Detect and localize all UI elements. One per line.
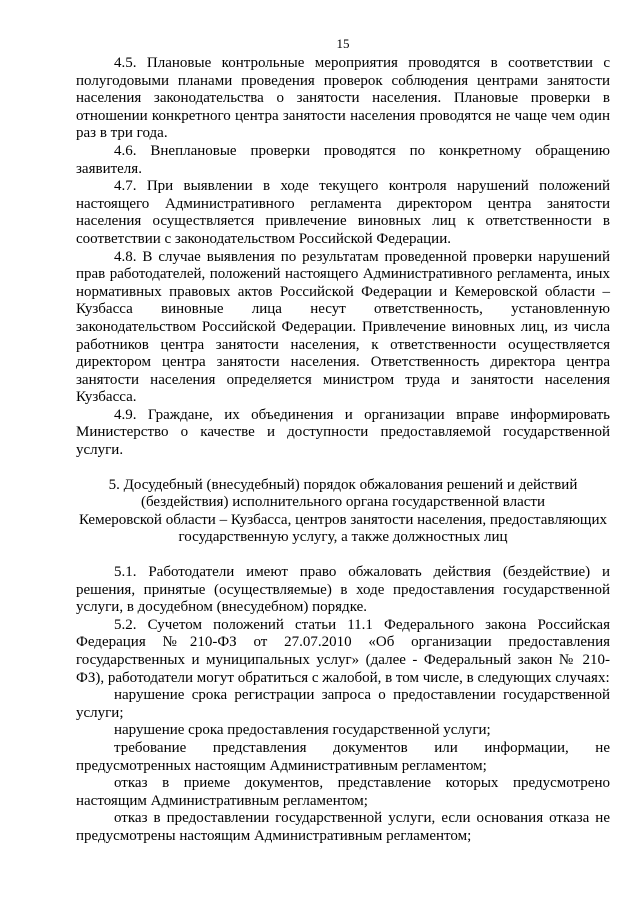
list-item: нарушение срока предоставления государственной услуги; xyxy=(114,722,491,739)
list-item: отказ в предоставлении государственной услуги, если основания отказа не предусмотрены настоящим Административным регламентом; xyxy=(76,810,610,844)
section-heading xyxy=(76,477,610,547)
page-number: 15 xyxy=(336,36,350,51)
paragraph-4-9: 4.9. Граждане, их объединения и организации вправе информировать Министерство о качестве и доступности предоставляемой государственной услуги. xyxy=(76,406,610,459)
section-heading-line: 5. Досудебный (внесудебный) порядок обжалования решений и действий xyxy=(108,476,578,493)
section-heading-line: (бездействия) исполнительного органа государственной власти xyxy=(140,494,546,511)
paragraph-5-2: 5.2. Сучетом положений статьи 11.1 Федерального закона Российская Федерация №210-ФЗ от 27.07.2010 «Об организации предоставления государственных и муниципальных услуг» (далее - Федеральный закон № 210-ФЗ), работодатели могут обратиться с жалобой, в том числе, в следующих случаях: xyxy=(76,616,610,686)
paragraph-5-1: 5.1. Работодатели имеют право обжаловать действия (бездействие) и решения, принятые (осуществляемые) в ходе предоставления государственной услуги, в досудебном (внесудебном) порядке. xyxy=(76,564,610,616)
list-item: нарушение срока регистрации запроса о предоставлении государственной услуги; xyxy=(76,687,610,721)
section-heading-line: Кемеровской области – Кузбасса, центров занятости населения, предоставляющих xyxy=(79,511,607,528)
section-heading-line: государственную услугу, а также должностных лиц xyxy=(178,529,508,546)
list-item: требование представления документов или информации, не предусмотренных настоящим Административным регламентом; xyxy=(76,739,610,774)
paragraph-4-8: 4.8. В случае выявления по результатам проведенной проверки нарушений прав работодателей, положений настоящего Административного регламента, иных нормативных правовых актов Российской Федерации и Кемеровской области – Кузбасса виновные лица несут ответственность, установленную законодательством Российской Федерации. Привлечение виновных лиц, из числа работников центра занятости населения, к ответственности осуществляется директором центра занятости населения. Ответственность директора центра занятости населения определяется министром труда и занятости населения Кузбасса. xyxy=(76,248,610,406)
paragraph-4-6: 4.6. Внеплановые проверки проводятся по конкретному обращению заявителя. xyxy=(76,142,610,177)
list-item: отказ в приеме документов, представление которых предусмотрено настоящим Административным регламентом; xyxy=(76,775,610,809)
paragraph-4-7: 4.7. При выявлении в ходе текущего контроля нарушений положений настоящего Административного регламента директором центра занятости населения осуществляется привлечение виновных лиц к ответственности в соответствии с законодательством Российской Федерации. xyxy=(76,178,610,247)
document-page xyxy=(76,36,610,846)
paragraph-4-5: 4.5. Плановые контрольные мероприятия проводятся в соответствии с полугодовыми планами проведения проверок соблюдения центрами занятости населения законодательства о занятости населения. Плановые проверки в отношении конкретного центра занятости населения проводятся не чаще чем один раз в три года. xyxy=(76,55,610,142)
